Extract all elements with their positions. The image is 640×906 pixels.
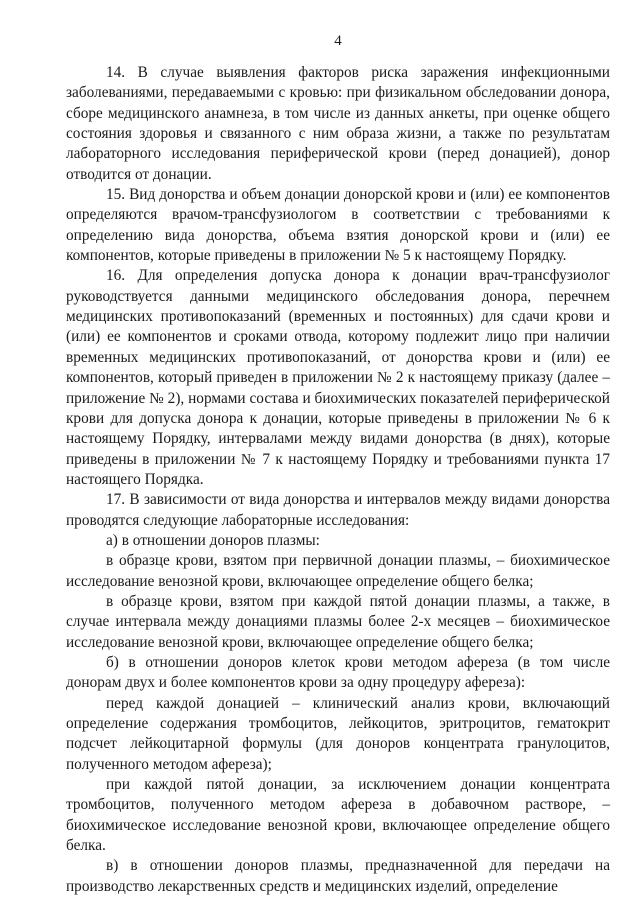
paragraph-17: 17. В зависимости от вида донорства и интервалов между видами донорства проводятся следующие лабораторные исследования:	[66, 491, 610, 529]
list-item-a-1: в образце крови, взятом при первичной донации плазмы, – биохимическое исследование венозной крови, включающее определение общего белка;	[66, 552, 610, 590]
paragraph-16: 16. Для определения допуска донора к донации врач-трансфузиолог руководствуется данными медицинского обследования донора, перечнем медицинских противопоказаний (временных и постоянных) для сдачи крови и (или) ее компонентов и сроками отвода, которому подлежит лицо при наличии временных медицинских противопоказаний, от донорства крови и (или) ее компонентов, который приведен в приложении № 2 к настоящему приказу (далее – приложение № 2), нормами состава и биохимических показателей периферической крови для допуска донора к донации, которые приведены в приложении № 6 к настоящему Порядку, интервалами между видами донорства (в днях), которые приведены в приложении № 7 к настоящему Порядку и требованиями пункта 17 настоящего Порядка.	[66, 267, 610, 488]
page-number: 4	[334, 33, 342, 49]
document-body	[66, 63, 610, 897]
list-item-a: а) в отношении доноров плазмы:	[106, 531, 320, 549]
list-item-b-2: при каждой пятой донации, за исключением донации концентрата тромбоцитов, полученного методом афереза в добавочном растворе, – биохимическое исследование венозной крови, включающее определение общего белка.	[66, 776, 610, 855]
list-item-b-1: перед каждой донацией – клинический анализ крови, включающий определение содержания тромбоцитов, лейкоцитов, эритроцитов, гематокрит подсчет лейкоцитарной формулы (для доноров концентрата гранулоцитов, полученного методом афереза);	[66, 694, 610, 773]
paragraph-14: 14. В случае выявления факторов риска заражения инфекционными заболеваниями, передаваемыми с кровью: при физикальном обследовании донора, сборе медицинского анамнеза, в том числе из данных анкеты, при оценке общего состояния здоровья и связанного с ним образа жизни, а также по результатам лабораторного исследования периферической крови (перед донацией), донор отводится от донации.	[66, 64, 610, 183]
list-item-b: б) в отношении доноров клеток крови методом афереза (в том числе донорам двух и более компонентов крови за одну процедуру афереза):	[66, 653, 610, 692]
list-item-a-2: в образце крови, взятом при каждой пятой донации плазмы, а также, в случае интервала между донациями плазмы более 2-х месяцев – биохимическое исследование венозной крови, включающее определение общего белка;	[66, 592, 610, 651]
paragraph-15: 15. Вид донорства и объем донации донорской крови и (или) ее компонентов определяются врачом-трансфузиологом в соответствии с требованиями к определению вида донорства, объема взятия донорской крови и (или) ее компонентов, которые приведены в приложении № 5 к настоящему Порядку.	[66, 186, 610, 265]
list-item-c: в) в отношении доноров плазмы, предназначенной для передачи на производство лекарственных средств и медицинских изделий, определение	[66, 857, 610, 895]
